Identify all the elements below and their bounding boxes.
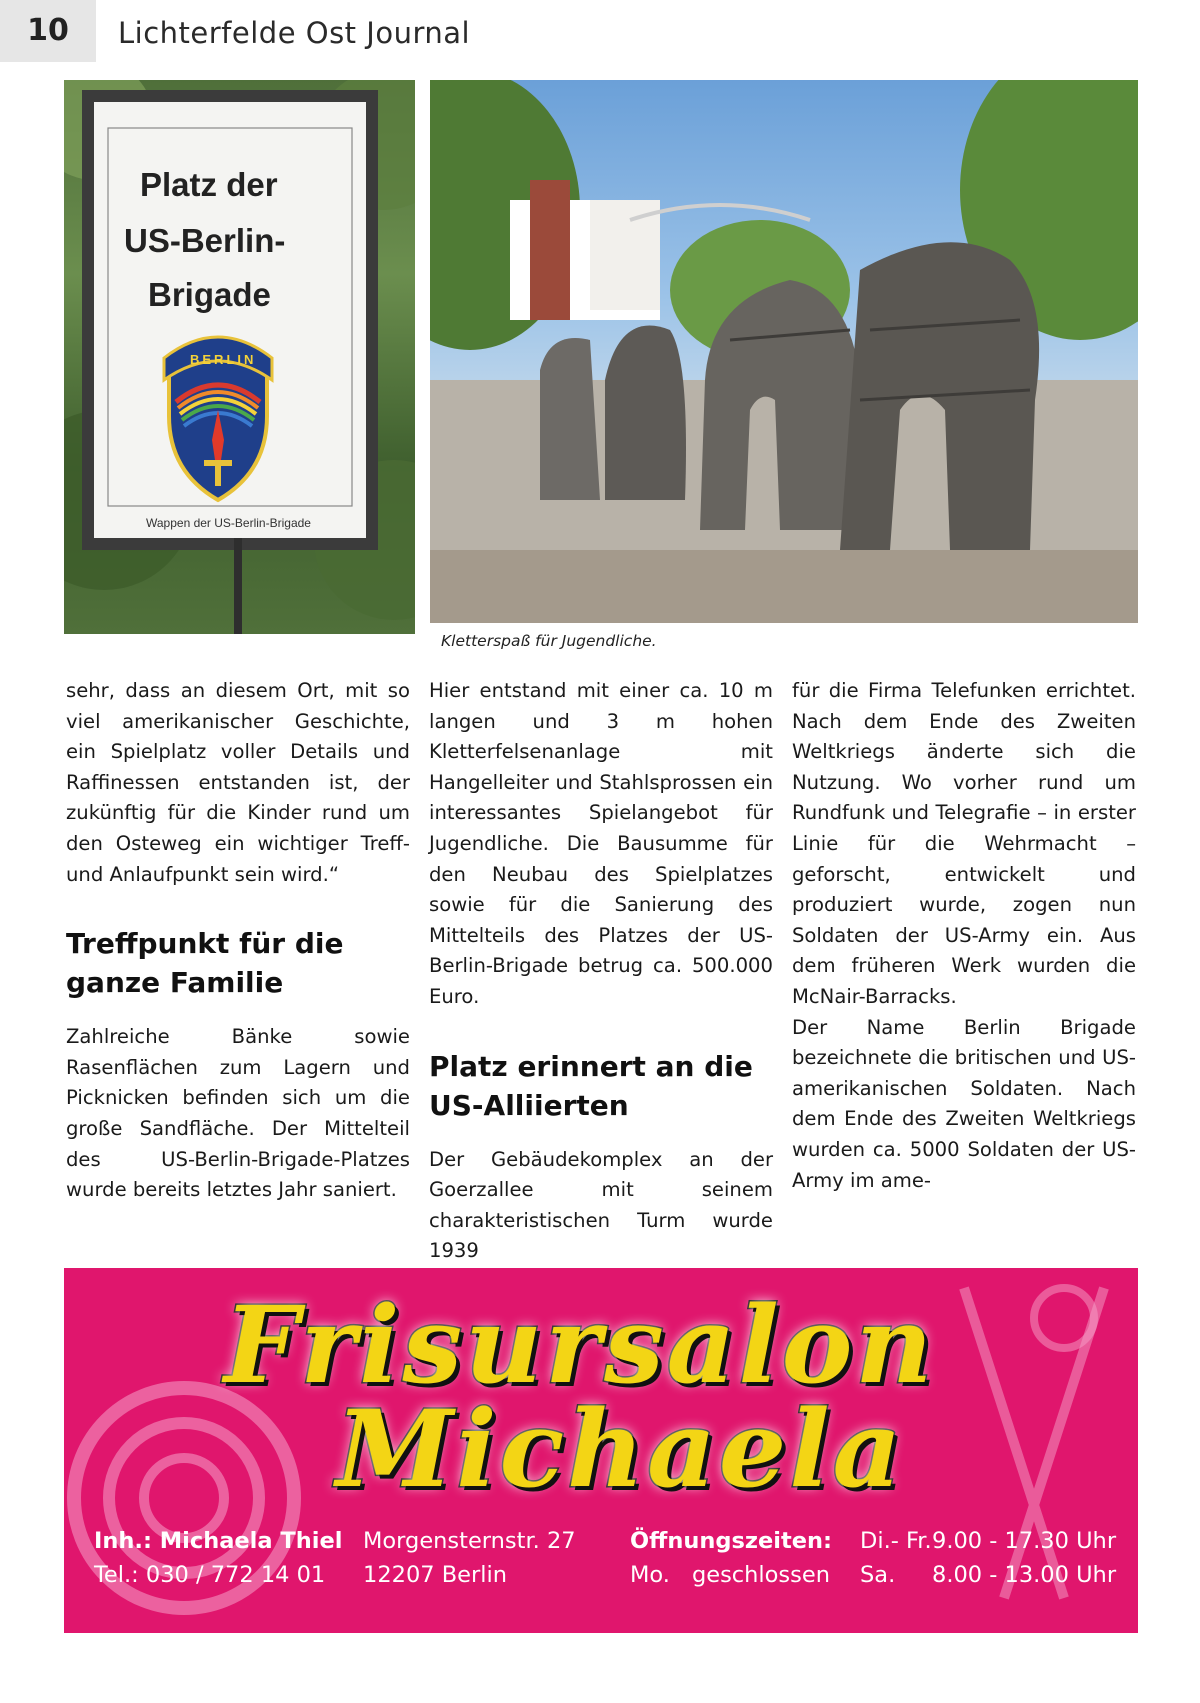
- ad-title-line1: Frisursalon: [224, 1282, 936, 1407]
- column1-paragraph2: Zahlreiche Bänke sowie Rasenflächen zum Lagern und Picknicken befinden sich um die große Sandfläche. Der Mittelteil des US-Berlin-Brigade-Platzes wurde bereits letztes Jahr saniert.: [66, 1025, 410, 1202]
- ad-hours-block: [860, 1524, 1116, 1592]
- advertisement-frisursalon: [64, 1268, 1138, 1633]
- ad-address-block: [363, 1524, 576, 1592]
- ad-owner-block: [94, 1524, 342, 1592]
- crest-text: BERLIN: [190, 352, 257, 367]
- ad-phone: Tel.: 030 / 772 14 01: [94, 1562, 326, 1588]
- column2-paragraph1: Hier entstand mit einer ca. 10 m langen und 3 m hohen Kletterfelsenanlage mit Hangelleiter und Stahlsprossen ein interessantes Spielangebot für Jugendliche. Die Bausumme für den Neubau des Spielplatzes sowie für die Sanierung des Mittelteils des Platzes der US-Berlin-Brigade betrug ca. 500.000 Euro.: [429, 679, 773, 1008]
- ad-street: Morgensternstr. 27: [363, 1528, 576, 1554]
- column2-paragraph2: Der Gebäudekomplex an der Goerzallee mit seinem charakteristischen Turm wurde 1939: [429, 1147, 773, 1263]
- ad-hours1: 9.00 - 17.30 Uhr: [932, 1528, 1117, 1554]
- ad-hours2: 8.00 - 13.00 Uhr: [932, 1562, 1117, 1588]
- article-column-2: [429, 676, 773, 1267]
- ad-hours-label-block: [630, 1524, 832, 1592]
- column2-heading: Platz erinnert an die US-Alliierten: [429, 1049, 753, 1122]
- article-column-3: [792, 676, 1136, 1196]
- column1-heading: Treffpunkt für die ganze Familie: [66, 927, 344, 1000]
- sign-title-line2: US-Berlin-: [124, 222, 286, 259]
- journal-title: Lichterfelde Ost Journal: [118, 16, 471, 50]
- ad-owner: Inh.: Michaela Thiel: [94, 1528, 343, 1554]
- column3-paragraph2: Der Name Berlin Brigade bezeichnete die britischen und US-amerikanischen Soldaten. Nach dem Ende des Zweiten Weltkriegs wurden ca. 5000 Soldaten der US-Army im ame-: [792, 1015, 1136, 1192]
- ad-city: 12207 Berlin: [363, 1562, 508, 1588]
- photo-sign: [64, 80, 415, 634]
- sign-title-line3: Brigade: [148, 276, 271, 313]
- ad-day2: Sa.: [860, 1562, 896, 1588]
- ad-closed-day: Mo.: [630, 1562, 670, 1588]
- article-column-1: [66, 676, 410, 1206]
- ad-title-line2: Michaela: [336, 1386, 905, 1511]
- ad-hours-label: Öffnungszeiten:: [630, 1528, 833, 1554]
- column1-paragraph1: sehr, dass an diesem Ort, mit so viel amerikanischer Geschichte, ein Spielplatz voller Details und Raffinessen entstanden ist, der zukünftig für die Kinder rund um den Osteweg ein wichtiger Treff- und Anlaufpunkt sein wird.“: [66, 679, 410, 886]
- climbing-rocks-illustration: [430, 80, 1138, 623]
- ad-day1: Di.- Fr.: [860, 1528, 932, 1554]
- ad-closed-text: geschlossen: [691, 1562, 830, 1588]
- photo-climbing-rocks: [430, 80, 1138, 623]
- photo-caption: Kletterspaß für Jugendliche.: [441, 632, 657, 650]
- sign-title-line1: Platz der: [140, 166, 278, 203]
- sign-caption: Wappen der US-Berlin-Brigade: [146, 516, 311, 530]
- page-number: 10: [0, 0, 96, 62]
- column3-paragraph1: für die Firma Telefunken errichtet. Nach dem Ende des Zweiten Weltkriegs änderte sich die Nutzung. Wo vorher rund um Rundfunk und Telegrafie – in erster Linie für die Wehrmacht – geforscht, entwickelt und produziert wurde, zogen nun Soldaten der US-Army ein. Aus dem früheren Werk wurden die McNair-Barracks.: [792, 679, 1136, 1008]
